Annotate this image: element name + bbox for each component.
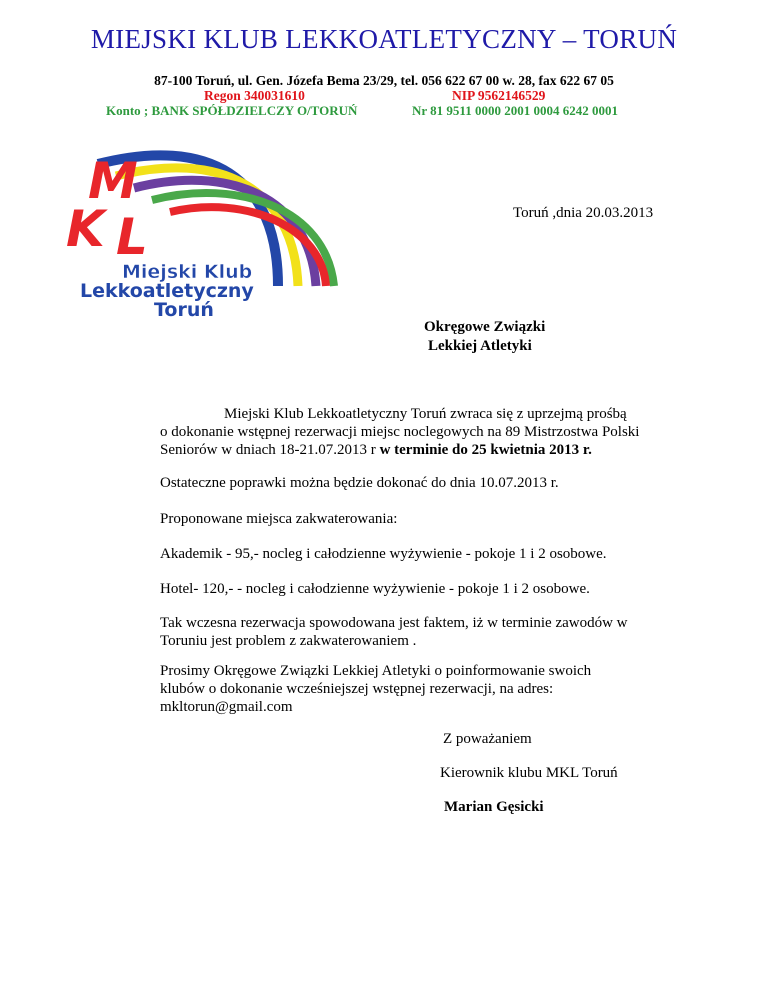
bank-account-number: Nr 81 9511 0000 2001 0004 6242 0001 [412, 103, 618, 118]
paragraph-request-inform [160, 662, 720, 716]
signature-name: Marian Gęsicki [444, 799, 544, 815]
recipient-block [424, 318, 545, 356]
signature-role: Kierownik klubu MKL Toruń [440, 765, 618, 781]
nip-number: NIP 9562146529 [452, 88, 546, 103]
logo-text-line2: Lekkoatletyczny [80, 280, 254, 302]
logo-letter-l: L [116, 208, 148, 266]
logo-text-line3: Toruń [154, 299, 214, 321]
letter-date: Toruń ,dnia 20.03.2013 [513, 205, 654, 221]
paragraph-akademik: Akademik - 95,- nocleg i całodzienne wyżywienie - pokoje 1 i 2 osobowe. [160, 546, 607, 562]
text-line: Seniorów w dniach 18-21.07.2013 r w terminie do 25 kwietnia 2013 r. [160, 442, 592, 458]
recipient-line: Okręgowe Związki [424, 319, 546, 335]
regon-number: Regon 340031610 [204, 88, 305, 103]
paragraph-hotel: Hotel- 120,- - nocleg i całodzienne wyżywienie - pokoje 1 i 2 osobowe. [160, 581, 590, 597]
club-logo [58, 136, 338, 328]
letterhead-address: 87-100 Toruń, ul. Gen. Józefa Bema 23/29, tel. 056 622 67 00 w. 28, fax 622 67 05 [154, 73, 614, 88]
text-line: Miejski Klub Lekkoatletyczny Toruń zwraca się z uprzejmą prośbą [224, 406, 627, 422]
deadline-text: w terminie do 25 kwietnia 2013 r. [379, 442, 592, 458]
club-logo-graphic [58, 136, 338, 328]
text-line: Tak wczesna rezerwacja spowodowana jest faktem, iż w terminie zawodów w [160, 615, 628, 631]
paragraph-request [160, 405, 720, 459]
logo-text-line1: Miejski Klub [122, 261, 253, 283]
signature-greeting: Z poważaniem [443, 731, 532, 747]
bank-name: Konto ; BANK SPÓŁDZIELCZY O/TORUŃ [106, 103, 358, 118]
paragraph-corrections: Ostateczne poprawki można będzie dokonać do dnia 10.07.2013 r. [160, 475, 559, 491]
paragraph-reason [160, 614, 720, 650]
email-address: mkltorun@gmail.com [160, 699, 293, 715]
paragraph-accommodation-heading: Proponowane miejsca zakwaterowania: [160, 511, 398, 527]
letterhead-title: MIEJSKI KLUB LEKKOATLETYCZNY – TORUŃ [90, 24, 678, 54]
logo-letter-k: K [66, 200, 105, 258]
logo-letter-m: M [88, 152, 138, 210]
text-line: Prosimy Okręgowe Związki Lekkiej Atletyki o poinformowanie swoich [160, 663, 592, 679]
text-line: Toruniu jest problem z zakwaterowaniem . [160, 633, 417, 649]
recipient-line: Lekkiej Atletyki [428, 338, 532, 354]
text-line: o dokonanie wstępnej rezerwacji miejsc noclegowych na 89 Mistrzostwa Polski [160, 424, 640, 440]
text-line: klubów o dokonanie wcześniejszej wstępnej rezerwacji, na adres: [160, 681, 554, 697]
